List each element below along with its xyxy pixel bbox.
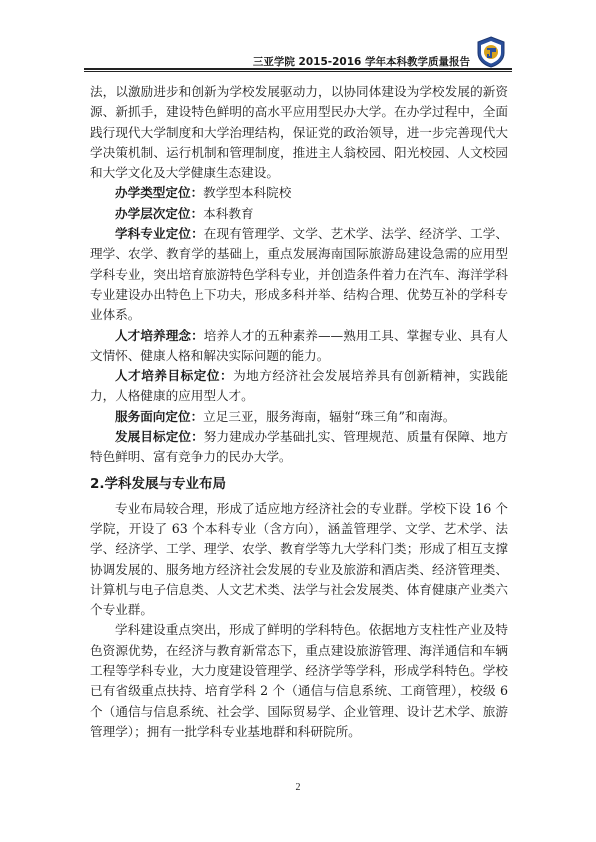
positioning-item-school-type	[90, 183, 508, 203]
item-label: 学科专业定位：	[115, 226, 204, 242]
positioning-item-development-goal	[90, 427, 508, 468]
item-text: 培养人才的五种素养——熟用工具、掌握专业、具有人文情怀、健康人格和解决实际问题的能力。	[90, 327, 509, 363]
header-rule	[84, 68, 512, 70]
section-heading: 2.学科发展与专业布局	[90, 475, 227, 492]
item-label: 服务面向定位：	[115, 408, 204, 424]
positioning-item-talent-concept	[90, 326, 508, 367]
positioning-item-school-level	[90, 204, 508, 224]
item-label: 办学层次定位：	[115, 205, 204, 221]
item-text: 教学型本科院校	[203, 185, 292, 201]
page-number: 2	[295, 782, 301, 793]
item-text: 努力建成办学基础扎实、管理规范、质量有保障、地方特色鲜明、富有竞争力的民办大学。	[90, 429, 509, 465]
item-label: 发展目标定位：	[115, 429, 204, 445]
positioning-item-discipline	[90, 224, 508, 325]
intro-paragraph: 法，以激励进步和创新为学校发展驱动力，以协同体建设为学校发展的新资源、新抓手，建设特色鲜明的高水平应用型民办大学。在办学过程中，全面践行现代大学制度和大学治理结构，保证党的政治领导，进一步完善现代大学决策机制、运行机制和管理制度，推进主人翁校园、阳光校园、人文校园和大学文化及大学健康生态建设。	[90, 84, 508, 181]
item-label: 办学类型定位：	[115, 185, 204, 201]
item-text: 本科教育	[203, 205, 254, 221]
report-body	[90, 82, 508, 742]
header-title: 三亚学院 2015-2016 学年本科教学质量报告	[252, 56, 470, 68]
item-text: 为地方经济社会发展培养具有创新精神，实践能力，人格健康的应用型人才。	[90, 368, 509, 404]
item-label: 人才培养目标定位：	[115, 368, 234, 384]
positioning-item-service	[90, 407, 508, 427]
section-paragraph: 学科建设重点突出，形成了鲜明的学科特色。依据地方支柱性产业及特色资源优势，在经济与教育新常态下，重点建设旅游管理、海洋通信和车辆工程等学科专业，大力度建设管理学、经济学等学科，形成学科特色。学校已有省级重点扶持、培育学科 2 个（通信与信息系统、工商管理），校级 6 个（通信与信息系统、社会学、国际贸易学、企业管理、设计艺术学、旅游管理学）；拥有一批学科专业基地群和科研院所。	[90, 622, 508, 739]
university-logo-icon	[476, 36, 506, 68]
item-label: 人才培养理念：	[115, 327, 204, 343]
item-text: 立足三亚，服务海南，辐射“珠三角”和南海。	[203, 408, 456, 424]
header-rule-thin	[84, 71, 512, 72]
item-text: 在现有管理学、文学、艺术学、法学、经济学、工学、理学、农学、教育学的基础上，重点发展海南国际旅游岛建设急需的应用型学科专业，突出培育旅游特色学科专业，并创造条件着力在汽车、海洋学科专业建设办出特色上下功夫，形成多科并举、结构合理、优势互补的学科专业体系。	[90, 226, 509, 323]
positioning-item-talent-goal	[90, 366, 508, 407]
section-paragraph: 专业布局较合理，形成了适应地方经济社会的专业群。学校下设 16 个学院，开设了 63 个本科专业（含方向），涵盖管理学、文学、艺术学、法学、经济学、工学、理学、农学、教育学等九大学科门类；形成了相互支撑协调发展的、服务地方经济社会发展的专业及旅游和酒店类、经济管理类、计算机与电子信息类、人文艺术类、法学与社会发展类、体育健康产业类六个专业群。	[90, 500, 508, 618]
